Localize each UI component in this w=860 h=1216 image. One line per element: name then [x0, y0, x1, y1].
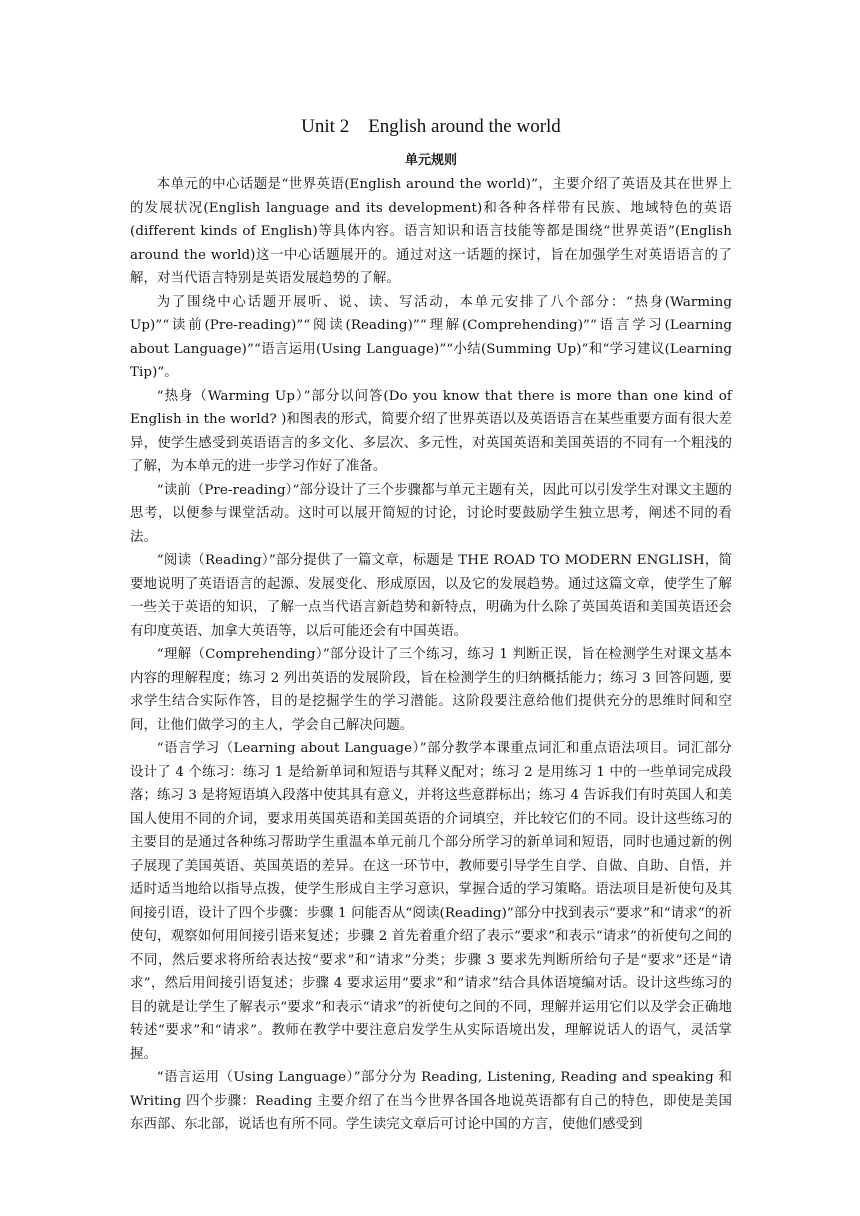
paragraph-4: “读前（Pre-reading）”部分设计了三个步骤都与单元主题有关，因此可以引发学生对课文主题的思考，以便参与课堂活动。这时可以展开简短的讨论，讨论时要鼓励学生独立思考，阐述不同的看法。 — [130, 482, 732, 545]
paragraph-6: “理解（Comprehending）”部分设计了三个练习，练习 1 判断正误，旨在检测学生对课文基本内容的理解程度；练习 2 列出英语的发展阶段，旨在检测学生的归纳概括能力；练习 3 回答问题, 要求学生结合实际作答，目的是挖掘学生的学习潜能。这阶段要注意给他们提供充分的思维时间和空间，让他们做学习的主人，学会自己解决问题。 — [130, 647, 732, 733]
document-subtitle: 单元规则 — [404, 153, 457, 168]
paragraph-3: “热身（Warming Up）”部分以问答(Do you know that there is more than one kind of English in the world? )和图表的形式，简要介绍了世界英语以及英语语言在某些重要方面有很大差异，使学生感受到英语语言的多文化、多层次、多元性，对英国英语和美国英语的不同有一个粗浅的了解，为本单元的进一步学习作好了准备。 — [130, 388, 732, 474]
document-title: Unit 2 English around the world — [301, 116, 561, 137]
paragraph-8: “语言运用（Using Language）”部分分为 Reading, Listening, Reading and speaking 和 Writing 四个步骤：Reading 主要介绍了在当今世界各国各地说英语都有自己的特色，即使是美国东西部、东北部，说话也有所不同。学生读完文章后可讨论中国的方言，使他们感受到 — [130, 1070, 732, 1132]
paragraph-2: 为了围绕中心话题开展听、说、读、写活动，本单元安排了八个部分：“热身(Warming Up)”“读前(Pre-reading)”“阅读(Reading)”“理解(Comprehending)”“语言学习(Learning about Language)”“语言运用(Using Language)”“小结(Summing Up)”和“学习建议(Learning Tip)”。 — [130, 294, 732, 380]
document-page — [130, 112, 732, 1137]
paragraph-1: 本单元的中心话题是“世界英语(English around the world)”，主要介绍了英语及其在世界上的发展状况(English language and its development)和各种各样带有民族、地域特色的英语(different kinds of English)等具体内容。语言知识和语言技能等都是围绕“世界英语”(English around the world)这一中心话题展开的。通过对这一话题的探讨，旨在加强学生对英语语言的了解，对当代语言特别是英语发展趋势的了解。 — [130, 177, 732, 286]
paragraph-7: “语言学习（Learning about Language）”部分教学本课重点词汇和重点语法项目。词汇部分设计了 4 个练习：练习 1 是给新单词和短语与其释义配对；练习 2 是用练习 1 中的一些单词完成段落；练习 3 是将短语填入段落中使其具有意义，并将这些意群标出；练习 4 告诉我们有时英国人和美国人使用不同的介词，要求用英国英语和美国英语的介词填空，并比较它们的不同。设计这些练习的主要目的是通过各种练习帮助学生重温本单元前几个部分所学习的新单词和短语，同时也通过新的例子展现了美国英语、英国英语的差异。在这一环节中，教师要引导学生自学、自做、自助、自悟，并适时适当地给以指导点拨，使学生形成自主学习意识，掌握合适的学习策略。语法项目是祈使句及其间接引语，设计了四个步骤：步骤 1 问能否从“阅读(Reading)”部分中找到表示“要求”和“请求”的祈使句，观察如何用间接引语来复述；步骤 2 首先着重介绍了表示“要求”和表示“请求”的祈使句之间的不同，然后要求将所给表达按“要求”和“请求”分类；步骤 3 要求先判断所给句子是“要求”还是“请求”，然后用间接引语复述；步骤 4 要求运用“要求”和“请求”结合具体语境编对话。设计这些练习的目的就是让学生了解表示“要求”和表示“请求”的祈使句之间的不同，理解并运用它们以及学会正确地转述“要求”和“请求”。教师在教学中要注意启发学生从实际语境出发，理解说话人的语气，灵活掌握。 — [130, 741, 732, 1062]
paragraph-5: “阅读（Reading）”部分提供了一篇文章，标题是 THE ROAD TO MODERN ENGLISH，简要地说明了英语语言的起源、发展变化、形成原因，以及它的发展趋势。通过这篇文章，使学生了解一些关于英语的知识，了解一点当代语言新趋势和新特点，明确为什么除了英国英语和美国英语还会有印度英语、加拿大英语等，以后可能还会有中国英语。 — [130, 553, 732, 639]
